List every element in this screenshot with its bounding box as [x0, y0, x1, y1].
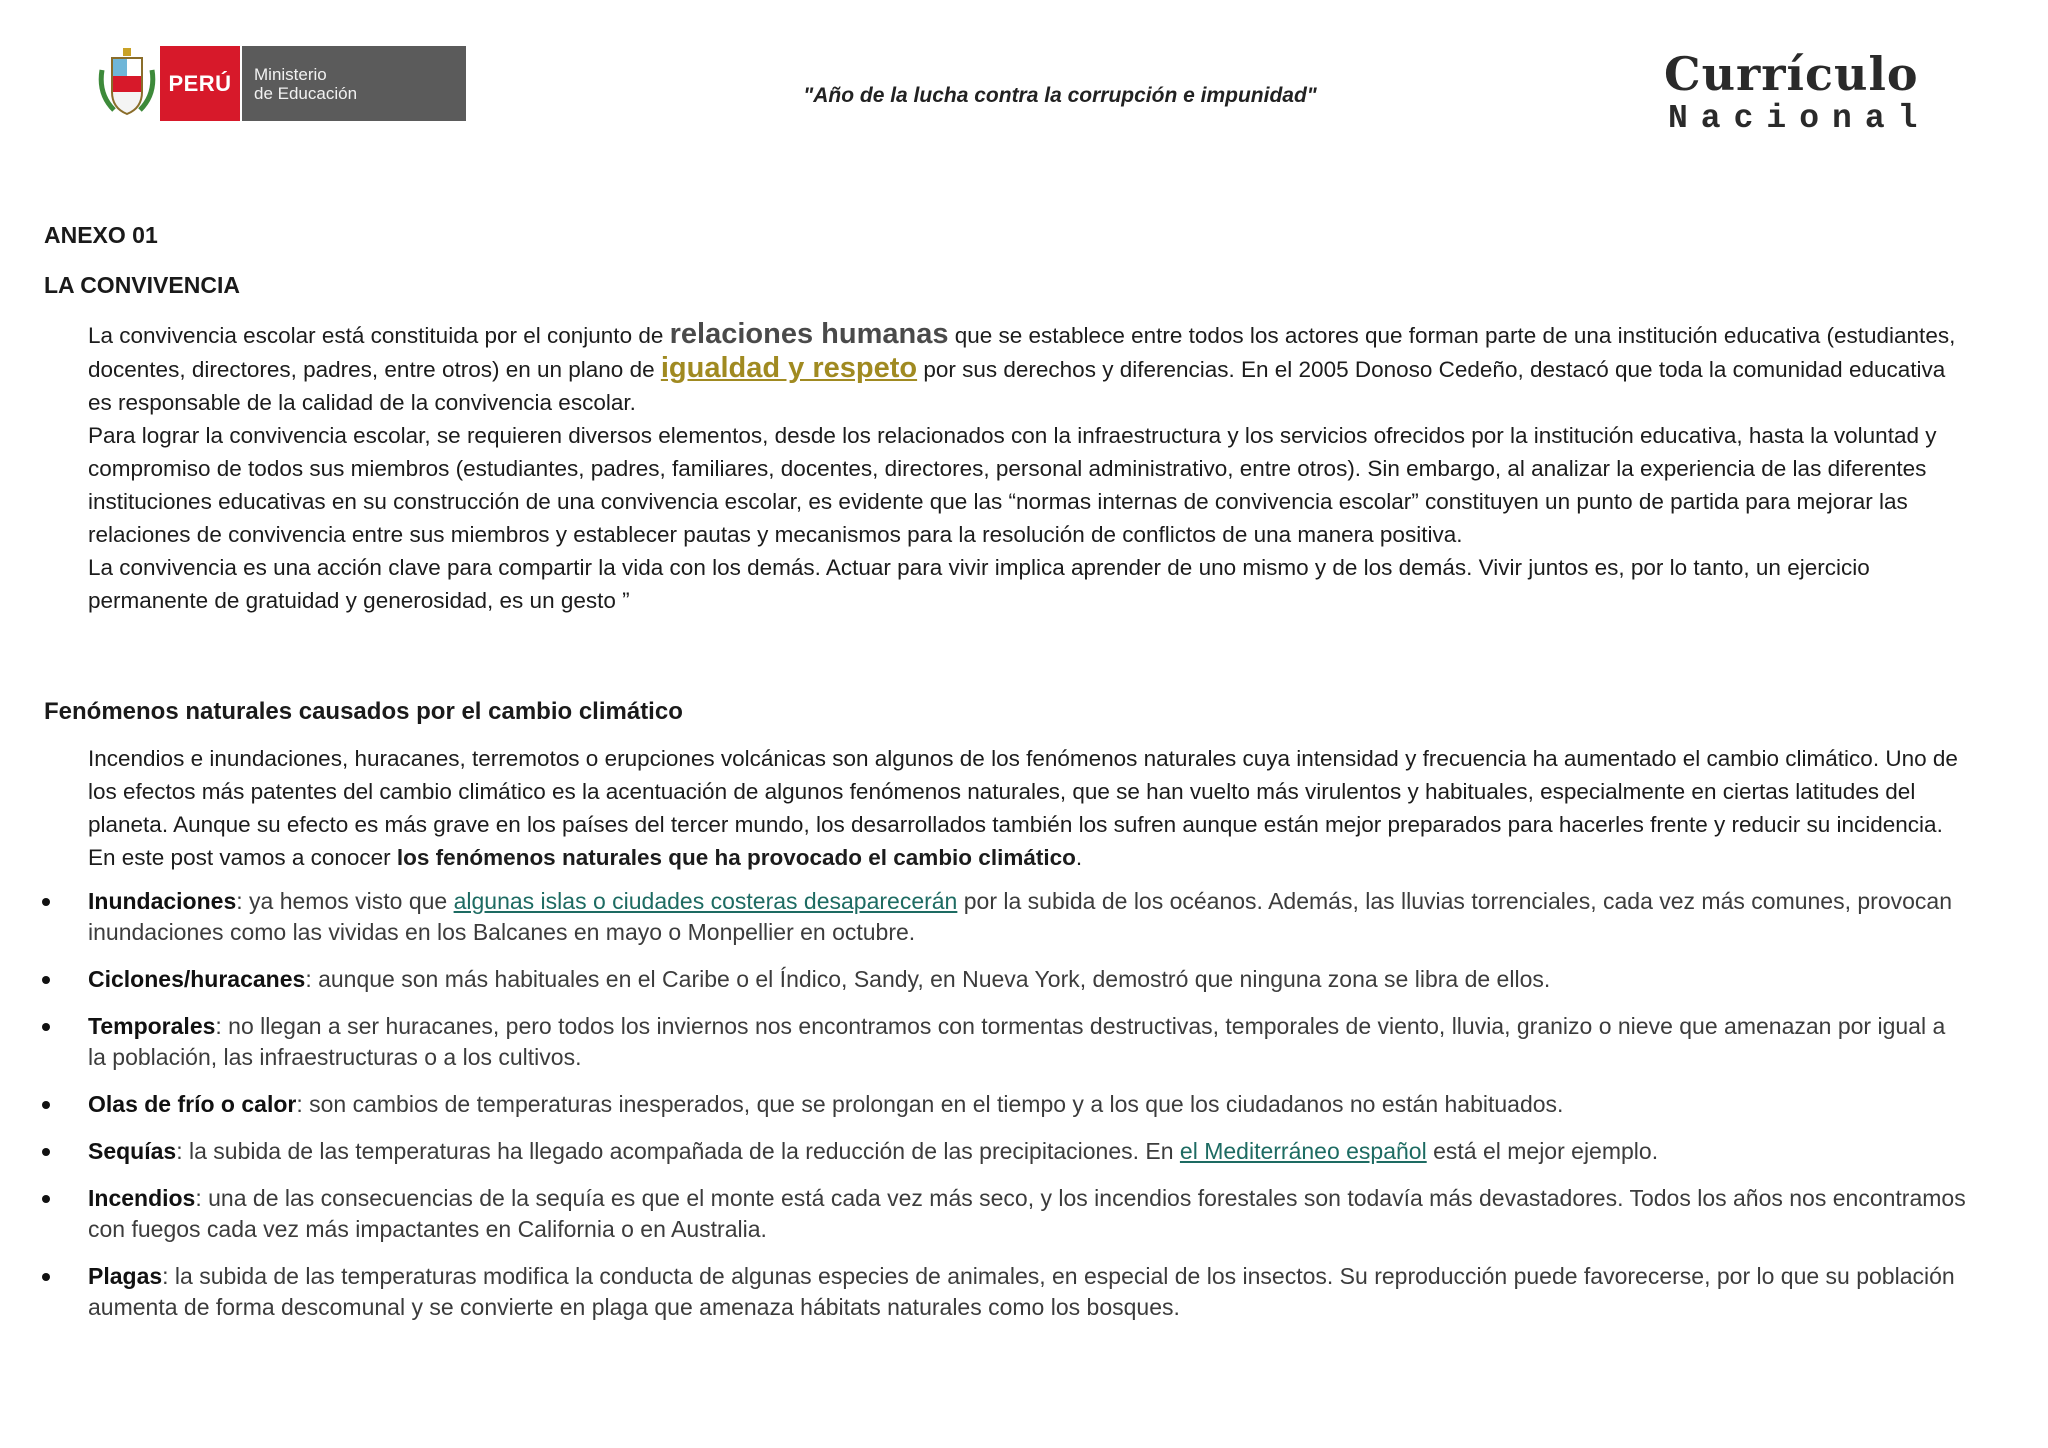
section-title-fenomenos: Fenómenos naturales causados por el cambio climático [44, 698, 683, 725]
list-item-sequias [0, 1136, 1968, 1167]
bullet-icon [42, 976, 50, 984]
item-text: : son cambios de temperaturas inesperados, que se prolongan en el tiempo y a los que los ciudadanos no están habituados. [296, 1091, 1564, 1117]
minedu-logo [96, 46, 466, 121]
p1-text-c: por sus derechos y diferencias. En el 2005 Donoso Cedeño, destacó que toda la comunidad educativa es responsable de la calidad de la convivencia escolar. [88, 357, 1946, 415]
list-item-temporales [0, 1011, 1968, 1073]
item-text-cont: está el mejor ejemplo. [1426, 1138, 1659, 1164]
term-label: Temporales [88, 1013, 216, 1039]
link-mediterraneo[interactable]: el Mediterráneo español [1179, 1138, 1427, 1164]
intro-bold-phrase: los fenómenos naturales que ha provocado el cambio climático [396, 845, 1076, 870]
convivencia-paragraph-2: Para lograr la convivencia escolar, se requieren diversos elementos, desde los relacionados con la infraestructura y los servicios ofrecidos por la institución educativa, hasta la voluntad y compromiso de todos sus miembros (estudiantes, padres, familiares, docentes, directores, personal administrativo, entre otros). Sin embargo, al analizar la experiencia de las diferentes instituciones educativas en su construcción de una convivencia escolar, es evidente que las “normas internas de convivencia escolar” constituyen un punto de partida para mejorar las relaciones de convivencia entre sus miembros y establecer pautas y mecanismos para la resolución de conflictos de una manera positiva. [88, 423, 1937, 547]
highlight-relaciones-humanas: relaciones humanas [669, 318, 949, 350]
term-label: Ciclones/huracanes [88, 966, 306, 992]
term-label: Inundaciones [88, 888, 237, 914]
bullet-icon [42, 1273, 50, 1281]
ministry-line-1: Ministerio [254, 64, 327, 84]
list-item-ciclones [0, 964, 1968, 995]
term-label: Sequías [88, 1138, 177, 1164]
term-label: Incendios [88, 1185, 196, 1211]
item-text: : la subida de las temperaturas ha llegado acompañada de la reducción de las precipitaciones. En [176, 1138, 1180, 1164]
annex-label: ANEXO 01 [44, 222, 158, 248]
curriculo-title: Currículo [1664, 47, 1919, 101]
bullet-icon [42, 1148, 50, 1156]
list-item-plagas [0, 1261, 1968, 1323]
term-label: Plagas [88, 1263, 163, 1289]
fenomenos-intro [88, 742, 1968, 874]
item-text: : ya hemos visto que [236, 888, 454, 914]
highlight-igualdad-respeto: igualdad y respeto [660, 352, 918, 384]
item-text: : aunque son más habituales en el Caribe o el Índico, Sandy, en Nueva York, demostró que ninguna zona se libra de ellos. [305, 966, 1551, 992]
p1-text-a: La convivencia escolar está constituida por el conjunto de [88, 323, 670, 348]
intro-end: . [1075, 845, 1083, 870]
p1-text-b: que se establece entre todos los actores que forman parte de una institución educativa (estudiantes, docentes, directores, padres, entre otros) en un plano de [88, 323, 1956, 382]
item-text-cont: por la subida de los océanos. Además, las lluvias torrenciales, cada vez más comunes, provocan inundaciones como las vividas en los Balcanes en mayo o Monpellier en octubre. [88, 888, 1952, 945]
list-item-inundaciones [0, 886, 1968, 948]
year-slogan: "Año de la lucha contra la corrupción e impunidad" [803, 84, 1317, 107]
fenomenos-intro-paragraph [88, 742, 1968, 874]
convivencia-paragraph-3: La convivencia es una acción clave para compartir la vida con los demás. Actuar para vivir implica aprender de uno mismo y de los demás. Vivir juntos es, por lo tanto, un ejercicio permanente de gratuidad y generosidad, es un gesto ” [88, 555, 1870, 613]
section-title-convivencia: LA CONVIVENCIA [44, 272, 240, 298]
convivencia-text [88, 318, 1968, 617]
link-islas-costeras[interactable]: algunas islas o ciudades costeras desaparecerán [453, 888, 958, 914]
list-item-olas [0, 1089, 1968, 1120]
bullet-icon [42, 1195, 50, 1203]
item-text: : la subida de las temperaturas modifica la conducta de algunas especies de animales, en especial de los insectos. Su reproducción puede favorecerse, por lo que su población aumenta de forma descomunal y se convierte en plaga que amenaza hábitats naturales como los bosques. [88, 1263, 1955, 1320]
item-text: : no llegan a ser huracanes, pero todos los inviernos nos encontramos con tormentas destructivas, temporales de viento, lluvia, granizo o nieve que amenazan por igual a la población, las infraestructuras o a los cultivos. [88, 1013, 1946, 1070]
convivencia-paragraph-1 [88, 318, 1968, 419]
ministry-line-2: de Educación [254, 83, 358, 103]
curriculo-nacional-logo [1664, 48, 1964, 148]
ministry-label [242, 46, 466, 121]
phenomena-list [0, 886, 2048, 1339]
list-item-incendios [0, 1183, 1968, 1245]
bullet-icon [42, 1101, 50, 1109]
curriculo-subtitle: Nacional [1668, 100, 1931, 137]
peru-coat-of-arms-icon [96, 46, 158, 121]
peru-label: PERÚ [160, 46, 240, 121]
intro-text: Incendios e inundaciones, huracanes, terremotos o erupciones volcánicas son algunos de los fenómenos naturales cuya intensidad y frecuencia ha aumentado el cambio climático. Uno de los efectos más patentes del cambio climático es la acentuación de algunos fenómenos naturales, que se han vuelto más virulentos y habituales, especialmente en ciertas latitudes del planeta. Aunque su efecto es más grave en los países del tercer mundo, los desarrollados también los sufren aunque están mejor preparados para hacerles frente y reducir su incidencia. En este post vamos a conocer [88, 746, 1958, 870]
bullet-icon [42, 898, 50, 906]
bullet-icon [42, 1023, 50, 1031]
item-text: : una de las consecuencias de la sequía es que el monte está cada vez más seco, y los incendios forestales son todavía más devastadores. Todos los años nos encontramos con fuegos cada vez más impactantes en California o en Australia. [88, 1185, 1966, 1242]
term-label: Olas de frío o calor [88, 1091, 297, 1117]
